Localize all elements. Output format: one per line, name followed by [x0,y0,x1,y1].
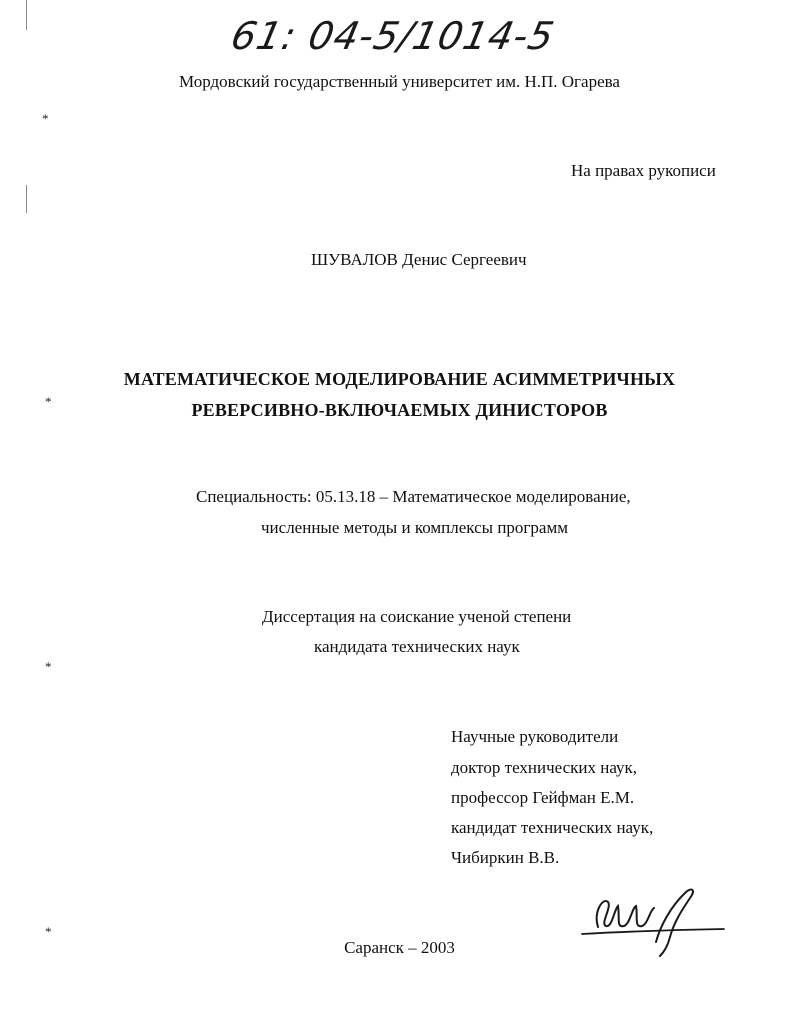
specialty-line-2: численные методы и комплексы программ [261,518,568,537]
scan-speck: * [45,659,52,674]
archive-code: 61: 04-5/1014-5 [227,14,559,58]
signature-mark [578,882,728,962]
university-name: Мордовский государственный университет им. Н.П. Огарева [179,72,620,91]
specialty-line-1: Специальность: 05.13.18 – Математическое моделирование, [196,487,631,506]
author-name: ШУВАЛОВ Денис Сергеевич [311,250,527,269]
scan-speck: * [45,924,52,939]
supervisor-line: Чибиркин В.В. [451,848,560,867]
degree-line-1: Диссертация на соискание ученой степени [262,607,572,626]
rights-note: На правах рукописи [571,161,716,180]
scan-edge-line [26,185,27,213]
thesis-title-line-1: МАТЕМАТИЧЕСКОЕ МОДЕЛИРОВАНИЕ АСИММЕТРИЧНЫХ [123,369,676,389]
scan-speck: * [42,111,49,126]
supervisor-line: доктор технических наук, [451,758,638,777]
supervisor-line: кандидат технических наук, [451,818,654,837]
thesis-title-line-2: РЕВЕРСИВНО-ВКЛЮЧАЕМЫХ ДИНИСТОРОВ [191,400,608,420]
supervisors-heading: Научные руководители [451,727,619,746]
city-year: Саранск – 2003 [344,938,455,957]
scan-speck: * [45,394,52,409]
degree-line-2: кандидата технических наук [314,637,520,656]
scan-edge-line [26,0,27,30]
supervisor-line: профессор Гейфман Е.М. [451,788,635,807]
